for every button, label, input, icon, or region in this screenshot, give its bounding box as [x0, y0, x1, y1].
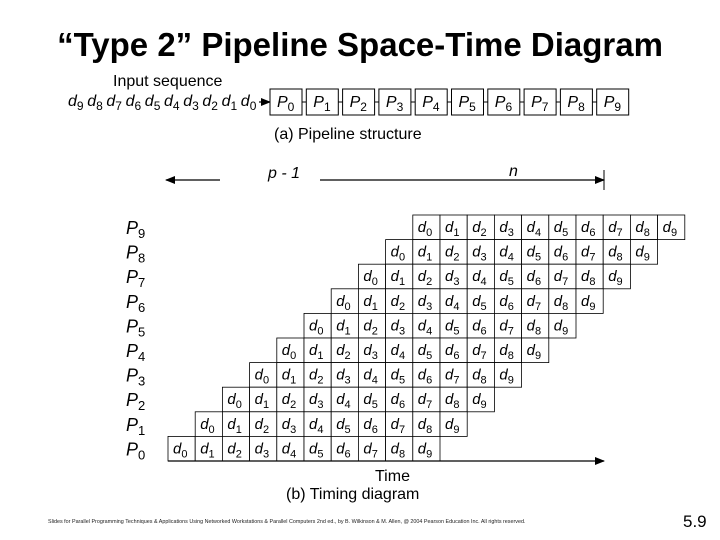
stage-label-P4: $P_4$ [422, 94, 440, 114]
cell-label-P7-d9: $d_9$ [608, 268, 623, 289]
cell-label-P2-d2: $d_2$ [281, 391, 297, 412]
row-label-P6: $P_6$ [126, 291, 146, 315]
cell-label-P1-d1: $d_1$ [227, 415, 242, 436]
stage-label-P3: $P_3$ [385, 94, 404, 114]
cell-label-P0-d7: $d_7$ [363, 440, 378, 461]
cell-label-P9-d1: $d_1$ [445, 219, 460, 239]
row-label-P1: $P_1$ [126, 414, 146, 438]
cell-label-P6-d3: $d_3$ [417, 292, 433, 313]
cell-label-P5-d3: $d_3$ [390, 317, 406, 338]
cell-label-P7-d4: $d_4$ [472, 268, 487, 289]
cell-label-P3-d4: $d_4$ [363, 366, 378, 387]
cell-label-P9-d9: $d_9$ [662, 219, 678, 239]
row-label-P2: $P_2$ [126, 390, 146, 414]
row-label-P8: $P_8$ [126, 242, 146, 266]
stage-row-labels [126, 218, 145, 462]
input-item-d2: $d_2$ [202, 93, 218, 113]
cell-label-P5-d2: $d_2$ [363, 317, 378, 338]
input-item-d0: $d_0$ [240, 93, 257, 113]
cell-label-P4-d0: $d_0$ [281, 342, 297, 362]
cell-label-P4-d1: $d_1$ [309, 342, 324, 362]
cell-label-P4-d6: $d_6$ [445, 342, 460, 362]
cell-label-P9-d7: $d_7$ [608, 219, 623, 239]
cell-label-P0-d6: $d_6$ [336, 440, 351, 461]
cell-label-P7-d8: $d_8$ [581, 268, 596, 289]
cell-label-P5-d5: $d_5$ [445, 317, 460, 338]
cell-label-P9-d6: $d_6$ [581, 219, 596, 239]
footer-citation: Slides for Parallel Programming Techniques & Applications Using Networked Workstations & Parallel Computers 2nd ed., by B. Wilkinson & M. Allen, @ 2004 Pearson Education Inc. All rights reserved. [48, 519, 526, 525]
cell-label-P5-d8: $d_8$ [526, 317, 542, 338]
cell-label-P6-d5: $d_5$ [472, 292, 487, 313]
stage-label-P1: $P_1$ [313, 94, 331, 114]
cell-label-P5-d0: $d_0$ [309, 317, 324, 338]
input-item-d6: $d_6$ [125, 93, 142, 113]
cell-label-P8-d0: $d_0$ [390, 243, 406, 264]
cell-label-P6-d1: $d_1$ [363, 292, 378, 313]
cell-label-P2-d5: $d_5$ [363, 391, 378, 412]
cell-label-P6-d7: $d_7$ [526, 292, 542, 313]
cell-label-P0-d4: $d_4$ [281, 440, 297, 461]
cell-label-P2-d8: $d_8$ [445, 391, 460, 412]
cell-label-P1-d5: $d_5$ [336, 415, 351, 436]
cell-label-P1-d7: $d_7$ [390, 415, 406, 436]
cell-label-P6-d6: $d_6$ [499, 292, 514, 313]
span-label-p-minus-1: p - 1 [268, 165, 301, 182]
cell-label-P7-d6: $d_6$ [526, 268, 542, 289]
cell-label-P0-d9: $d_9$ [417, 440, 433, 461]
cell-label-P3-d2: $d_2$ [309, 366, 324, 387]
cell-label-P1-d2: $d_2$ [254, 415, 270, 436]
input-sequence [68, 93, 257, 113]
cell-label-P8-d3: $d_3$ [472, 243, 487, 264]
cell-label-P7-d3: $d_3$ [445, 268, 460, 289]
cell-label-P6-d0: $d_0$ [336, 292, 351, 313]
cell-label-P0-d8: $d_8$ [390, 440, 406, 461]
cell-label-P2-d1: $d_1$ [254, 391, 270, 412]
cell-label-P0-d3: $d_3$ [254, 440, 270, 461]
cell-label-P7-d2: $d_2$ [417, 268, 433, 289]
stage-label-P6: $P_6$ [494, 94, 513, 114]
stage-label-P2: $P_2$ [349, 94, 367, 114]
cell-label-P5-d9: $d_9$ [553, 317, 569, 338]
cell-label-P6-d8: $d_8$ [553, 292, 569, 313]
cell-label-P8-d7: $d_7$ [581, 243, 596, 264]
cell-label-P3-d1: $d_1$ [281, 366, 297, 387]
cell-label-P0-d1: $d_1$ [200, 440, 215, 461]
stage-label-P8: $P_8$ [567, 94, 585, 114]
timing-cells [168, 215, 685, 461]
cell-label-P1-d6: $d_6$ [363, 415, 378, 436]
span-label-n: n [509, 163, 518, 180]
time-axis-label: Time [375, 468, 410, 485]
cell-label-P9-d5: $d_5$ [553, 219, 569, 239]
cell-label-P6-d4: $d_4$ [445, 292, 460, 313]
cell-label-P4-d2: $d_2$ [336, 342, 351, 362]
cell-label-P2-d0: $d_0$ [227, 391, 242, 412]
input-item-d3: $d_3$ [183, 93, 199, 113]
cell-label-P0-d5: $d_5$ [309, 440, 324, 461]
cell-label-P2-d6: $d_6$ [390, 391, 406, 412]
cell-label-P2-d9: $d_9$ [472, 391, 487, 412]
cell-label-P9-d8: $d_8$ [635, 219, 650, 239]
cell-label-P8-d6: $d_6$ [553, 243, 569, 264]
cell-label-P5-d1: $d_1$ [336, 317, 351, 338]
cell-label-P4-d7: $d_7$ [472, 342, 487, 362]
input-sequence-label: Input sequence [113, 73, 223, 90]
cell-label-P8-d5: $d_5$ [526, 243, 542, 264]
cell-label-P8-d2: $d_2$ [445, 243, 460, 264]
cell-label-P3-d9: $d_9$ [499, 366, 514, 387]
cell-label-P2-d7: $d_7$ [417, 391, 433, 412]
cell-label-P1-d4: $d_4$ [309, 415, 324, 436]
cell-label-P3-d6: $d_6$ [417, 366, 433, 387]
cell-label-P7-d1: $d_1$ [390, 268, 406, 289]
stage-label-P9: $P_9$ [603, 94, 622, 114]
cell-label-P3-d3: $d_3$ [336, 366, 351, 387]
cell-label-P1-d0: $d_0$ [200, 415, 215, 436]
cell-label-P3-d0: $d_0$ [254, 366, 270, 387]
cell-label-P9-d0: $d_0$ [417, 219, 433, 239]
cell-label-P8-d8: $d_8$ [608, 243, 623, 264]
timing-diagram-caption: (b) Timing diagram [286, 486, 420, 503]
row-label-P0: $P_0$ [126, 439, 146, 463]
cell-label-P2-d3: $d_3$ [309, 391, 324, 412]
cell-label-P8-d4: $d_4$ [499, 243, 514, 264]
cell-label-P5-d4: $d_4$ [417, 317, 433, 338]
input-item-d9: $d_9$ [68, 93, 84, 113]
row-label-P4: $P_4$ [126, 341, 146, 364]
cell-label-P3-d8: $d_8$ [472, 366, 487, 387]
cell-label-P5-d7: $d_7$ [499, 317, 514, 338]
cell-label-P4-d3: $d_3$ [363, 342, 378, 362]
cell-label-P9-d3: $d_3$ [499, 219, 514, 239]
cell-label-P5-d6: $d_6$ [472, 317, 487, 338]
input-item-d8: $d_8$ [87, 93, 103, 113]
input-item-d5: $d_5$ [144, 93, 161, 113]
pipeline-stages [259, 89, 629, 115]
cell-label-P3-d7: $d_7$ [445, 366, 460, 387]
cell-label-P7-d7: $d_7$ [553, 268, 569, 289]
cell-label-P8-d1: $d_1$ [417, 243, 433, 264]
row-label-P7: $P_7$ [126, 267, 146, 291]
cell-label-P8-d9: $d_9$ [635, 243, 650, 264]
cell-label-P4-d9: $d_9$ [526, 342, 542, 362]
slide-title: “Type 2” Pipeline Space-Time Diagram [57, 26, 663, 63]
cell-label-P1-d3: $d_3$ [281, 415, 297, 436]
input-item-d7: $d_7$ [106, 93, 122, 113]
cell-label-P9-d4: $d_4$ [526, 219, 542, 239]
cell-label-P7-d5: $d_5$ [499, 268, 514, 289]
cell-label-P6-d2: $d_2$ [390, 292, 406, 313]
row-label-P3: $P_3$ [126, 365, 146, 389]
cell-label-P1-d8: $d_8$ [417, 415, 433, 436]
cell-label-P1-d9: $d_9$ [445, 415, 460, 436]
cell-label-P7-d0: $d_0$ [363, 268, 378, 289]
pipeline-structure-caption: (a) Pipeline structure [274, 126, 422, 143]
stage-label-P7: $P_7$ [531, 94, 549, 114]
cell-label-P0-d2: $d_2$ [227, 440, 242, 461]
cell-label-P2-d4: $d_4$ [336, 391, 351, 412]
input-item-d1: $d_1$ [221, 93, 238, 113]
cell-label-P3-d5: $d_5$ [390, 366, 406, 387]
cell-label-P4-d4: $d_4$ [390, 342, 406, 362]
cell-label-P4-d8: $d_8$ [499, 342, 514, 362]
row-label-P9: $P_9$ [126, 218, 146, 241]
row-label-P5: $P_5$ [126, 316, 146, 340]
cell-label-P0-d0: $d_0$ [173, 440, 188, 461]
stage-label-P5: $P_5$ [458, 94, 476, 114]
cell-label-P6-d9: $d_9$ [581, 292, 596, 313]
cell-label-P4-d5: $d_5$ [417, 342, 433, 362]
input-item-d4: $d_4$ [164, 93, 180, 113]
stage-label-P0: $P_0$ [277, 94, 295, 114]
cell-label-P9-d2: $d_2$ [472, 219, 487, 239]
slide-number: 5.9 [683, 512, 707, 531]
